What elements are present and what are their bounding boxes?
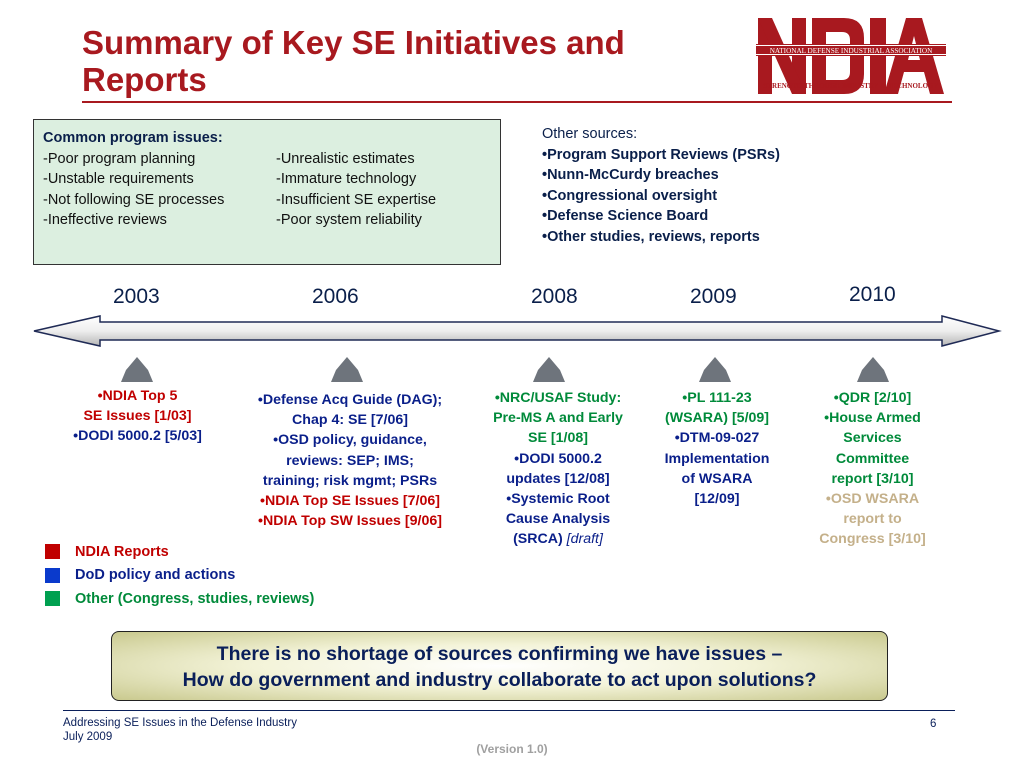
year-label-2008: 2008 (531, 285, 578, 308)
legend-label: Other (Congress, studies, reviews) (75, 590, 315, 607)
legend-swatch-green (45, 591, 60, 606)
milestone-item: report [3/10] (831, 470, 914, 487)
milestones-2006 (234, 390, 466, 531)
milestone-item: Implementation (664, 450, 770, 467)
legend (45, 540, 314, 611)
issue-item: -Unstable requirements (43, 171, 194, 187)
milestone-item: of WSARA (681, 470, 753, 487)
ndia-logo (756, 16, 946, 96)
timeline-marker-2006 (331, 370, 363, 382)
footer-divider (63, 710, 955, 711)
legend-swatch-blue (45, 568, 60, 583)
slide-title (82, 24, 742, 98)
timeline-marker-2008 (533, 370, 565, 382)
milestone-item: •PL 111-23 (682, 390, 752, 406)
milestone-item: •DODI 5000.2 (514, 450, 602, 467)
conclusion-banner (111, 631, 888, 701)
footer-presentation-title: Addressing SE Issues in the Defense Industry (63, 717, 297, 729)
legend-item-dod-policy (45, 564, 314, 588)
milestone-item: SE [1/08] (528, 430, 588, 447)
milestone-item: •DTM-09-027 (674, 430, 760, 447)
other-source-item: •Program Support Reviews (PSRs) (542, 146, 780, 163)
milestone-item: •OSD policy, guidance, (273, 432, 427, 449)
footer-date: July 2009 (63, 731, 113, 743)
milestone-item: training; risk mgmt; PSRs (262, 472, 438, 489)
other-sources-heading: Other sources: (542, 126, 638, 142)
timeline-marker-2009 (704, 357, 726, 370)
milestone-item: Pre-MS A and Early (493, 410, 623, 427)
timeline-markers-base (0, 370, 1024, 385)
milestone-item: updates [12/08] (506, 470, 610, 487)
year-label-2006: 2006 (312, 285, 359, 308)
title-underline (82, 101, 952, 103)
milestone-item: •NDIA Top SE Issues [7/06] (260, 493, 440, 510)
issues-left-column (43, 149, 276, 231)
legend-swatch-red (45, 544, 60, 559)
slide-title-line-1: Summary of Key SE Initiatives and (82, 24, 625, 61)
milestones-2010 (800, 388, 945, 550)
slide-title-line-2: Reports (82, 61, 207, 98)
milestone-item: reviews: SEP; IMS; (286, 452, 414, 469)
timeline-double-arrow (34, 316, 999, 346)
logo-tagline: STRENGTH THROUGH INDUSTRY & TECHNOLOGY (763, 82, 939, 90)
milestones-2003 (55, 386, 220, 447)
milestone-item: Cause Analysis (505, 511, 611, 528)
issue-item: -Poor system reliability (276, 212, 422, 228)
milestone-item: report to (843, 511, 902, 528)
timeline-marker-2010 (857, 370, 889, 382)
milestone-item: •NRC/USAF Study: (494, 390, 622, 406)
other-sources-list (542, 124, 780, 247)
timeline-marker-2003 (126, 357, 148, 370)
issue-item: -Unrealistic estimates (276, 150, 415, 167)
other-source-item: •Congressional oversight (542, 187, 718, 204)
other-source-item: •Nunn-McCurdy breaches (542, 167, 719, 183)
milestones-2009 (645, 388, 789, 509)
legend-item-ndia-reports (45, 540, 314, 564)
banner-line-1: There is no shortage of sources confirming we have issues – (216, 643, 783, 665)
logo-association-name: NATIONAL DEFENSE INDUSTRIAL ASSOCIATION (769, 47, 933, 55)
milestone-item: •Defense Acq Guide (DAG); (257, 392, 443, 408)
legend-label: NDIA Reports (75, 543, 169, 560)
legend-label: DoD policy and actions (75, 567, 236, 584)
milestone-item: SE Issues [1/03] (83, 408, 192, 425)
issue-item: -Ineffective reviews (43, 212, 167, 228)
timeline-marker-2006 (336, 357, 358, 370)
timeline-marker-2003 (121, 370, 153, 382)
other-source-item: •Other studies, reviews, reports (542, 228, 760, 245)
other-source-item: •Defense Science Board (542, 208, 709, 224)
milestone-item: Chap 4: SE [7/06] (292, 412, 408, 429)
legend-item-other (45, 587, 314, 611)
year-label-2009: 2009 (690, 285, 737, 308)
issue-item: -Immature technology (276, 171, 417, 187)
milestone-item: •NDIA Top 5 (97, 388, 178, 404)
timeline-marker-2008 (538, 357, 560, 370)
timeline-marker-2009 (699, 370, 731, 382)
milestone-item: Congress [3/10] (819, 531, 926, 548)
milestones-2008 (476, 388, 640, 550)
banner-line-2: How do government and industry collaborate to act upon solutions? (182, 669, 817, 691)
year-label-2003: 2003 (113, 285, 160, 308)
year-label-2010: 2010 (849, 283, 896, 306)
page-number: 6 (930, 718, 937, 730)
milestone-item: •OSD WSARA (825, 491, 920, 508)
milestone-item: Committee (835, 450, 910, 467)
milestone-item: •DODI 5000.2 [5/03] (73, 428, 202, 445)
milestone-item: •NDIA Top SW Issues [9/06] (258, 513, 442, 530)
version-label: (Version 1.0) (476, 742, 548, 756)
milestone-item (476, 529, 640, 549)
timeline (0, 300, 1024, 370)
issues-right-column (276, 149, 436, 231)
draft-label: [draft] (566, 531, 603, 548)
milestone-item: •House Armed (824, 410, 921, 427)
common-issues-box (33, 119, 501, 265)
milestone-item: (WSARA) [5/09] (664, 410, 770, 427)
milestone-item: [12/09] (694, 491, 740, 508)
milestone-item: •Systemic Root (506, 491, 610, 508)
issue-item: -Not following SE processes (43, 191, 225, 208)
milestone-item: •QDR [2/10] (833, 390, 912, 406)
timeline-marker-2010 (862, 357, 884, 370)
footer-info (63, 716, 297, 744)
issue-item: -Poor program planning (43, 150, 196, 167)
milestone-item: Services (843, 430, 902, 447)
common-issues-heading: Common program issues: (43, 130, 223, 146)
issue-item: -Insufficient SE expertise (276, 191, 437, 208)
milestone-item-text: (SRCA) (513, 531, 567, 548)
